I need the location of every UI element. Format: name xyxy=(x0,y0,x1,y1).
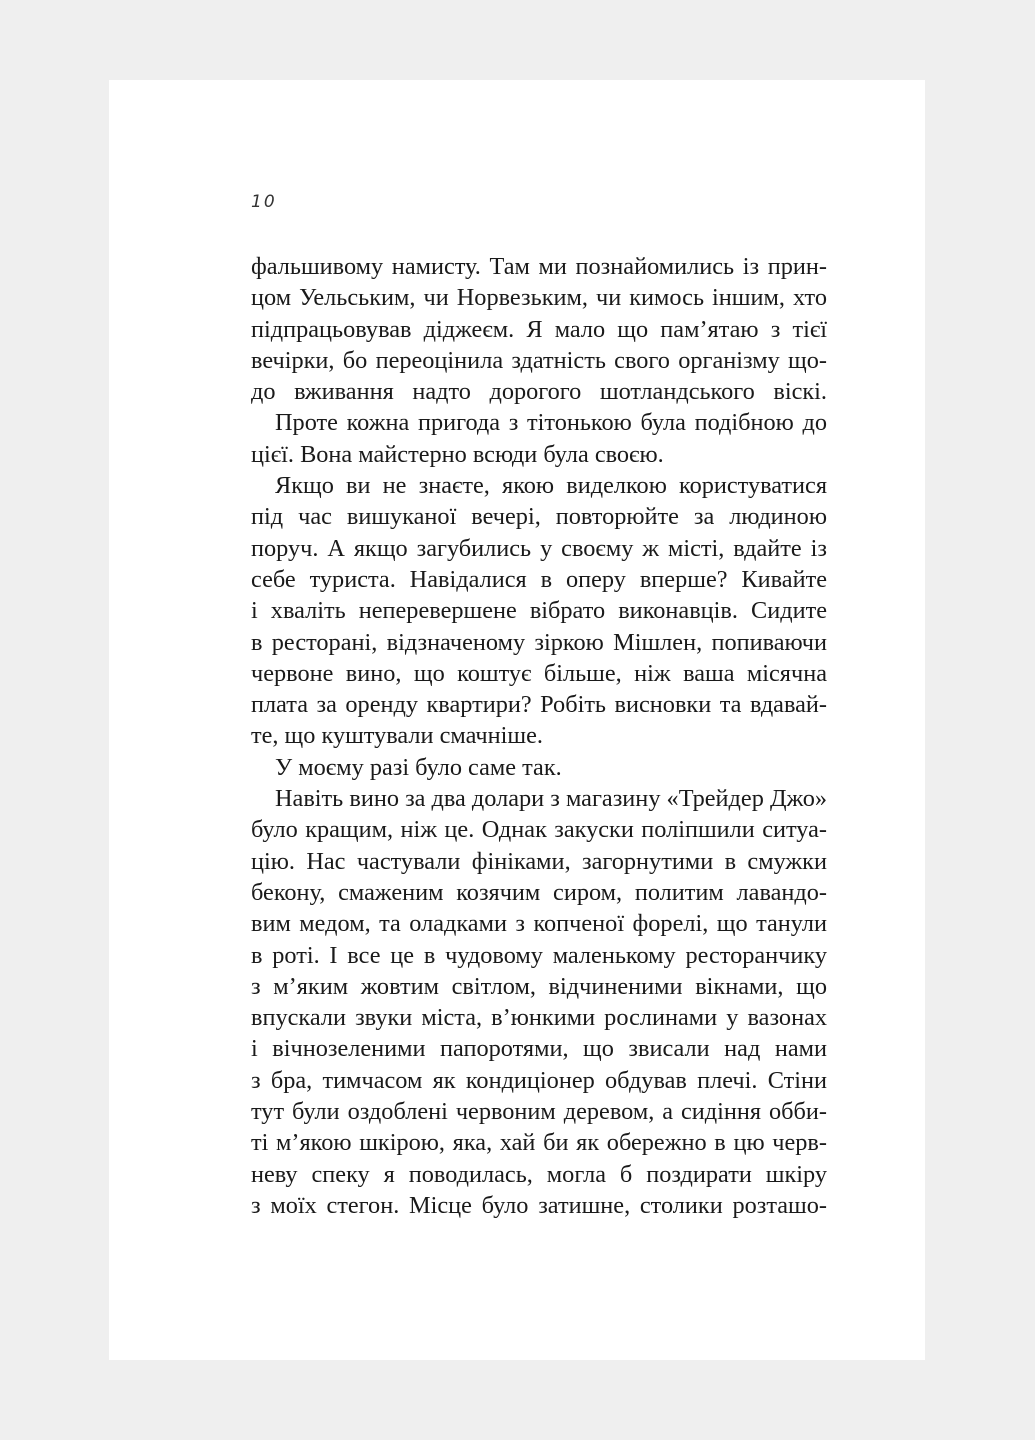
book-page xyxy=(109,80,925,1360)
text-line: те, що куштували смачніше. xyxy=(251,722,543,750)
body-text xyxy=(251,251,827,1221)
text-line: поруч. А якщо загубились у своєму ж місті, вдайте із xyxy=(251,534,827,562)
text-line: Якщо ви не знаєте, якою виделкою користуватися xyxy=(275,472,827,500)
text-line: підпрацьовував діджеєм. Я мало що пам’ятаю з тієї xyxy=(251,315,827,343)
text-line: і вічнозеленими папоротями, що звисали над нами xyxy=(251,1035,827,1063)
text-line: фальшивому намисту. Там ми познайомились із прин- xyxy=(251,253,827,280)
text-line: до вживання надто дорогого шотландського віскі. xyxy=(251,378,827,406)
paragraph xyxy=(251,752,827,783)
text-line: з бра, тимчасом як кондиціонер обдував плечі. Стіни xyxy=(251,1066,827,1094)
text-line: червоне вино, що коштує більше, ніж ваша місячна xyxy=(251,659,827,687)
text-line: вечірки, бо переоцінила здатність свого організму що- xyxy=(251,346,827,374)
text-line: і хваліть неперевершене вібрато виконавців. Сидите xyxy=(251,597,827,625)
text-line: з м’яким жовтим світлом, відчиненими вікнами, що xyxy=(251,972,827,1000)
text-line: ті м’якою шкірою, яка, хай би як обережно в цю черв- xyxy=(251,1129,827,1157)
text-line: цієї. Вона майстерно всюди була своєю. xyxy=(251,440,664,468)
paragraph xyxy=(251,251,827,407)
text-line: з моїх стегон. Місце було затишне, столики розташо- xyxy=(251,1191,827,1219)
text-line: Навіть вино за два долари з магазину «Трейдер Джо» xyxy=(275,785,827,813)
paragraph xyxy=(251,470,827,752)
text-line: У моєму разі було саме так. xyxy=(275,753,562,781)
text-line: в роті. І все це в чудовому маленькому ресторанчику xyxy=(251,941,827,969)
text-line: бекону, смаженим козячим сиром, политим лавандо- xyxy=(251,878,827,906)
text-line: плата за оренду квартири? Робіть висновки та вдавай- xyxy=(251,691,827,719)
page-number: 10 xyxy=(251,192,277,212)
paragraph xyxy=(251,783,827,1221)
text-line: себе туриста. Навідалися в оперу вперше? Кивайте xyxy=(251,565,827,593)
text-line: було кращим, ніж це. Однак закуски поліпшили ситуа- xyxy=(251,816,827,844)
text-line: Проте кожна пригода з тітонькою була подібною до xyxy=(275,409,827,437)
text-line: цом Уельським, чи Норвезьким, чи кимось іншим, хто xyxy=(251,284,827,312)
text-line: цію. Нас частували фініками, загорнутими в смужки xyxy=(251,847,827,875)
text-line: неву спеку я поводилась, могла б поздирати шкіру xyxy=(251,1160,827,1188)
paragraph xyxy=(251,407,827,470)
text-line: в ресторані, відзначеному зіркою Мішлен, попиваючи xyxy=(251,628,827,656)
text-line: впускали звуки міста, в’юнкими рослинами у вазонах xyxy=(251,1004,827,1032)
text-line: вим медом, та оладками з копченої форелі, що танули xyxy=(251,910,827,938)
text-line: під час вишуканої вечері, повторюйте за людиною xyxy=(251,503,827,531)
text-line: тут були оздоблені червоним деревом, а сидіння обби- xyxy=(251,1098,827,1126)
